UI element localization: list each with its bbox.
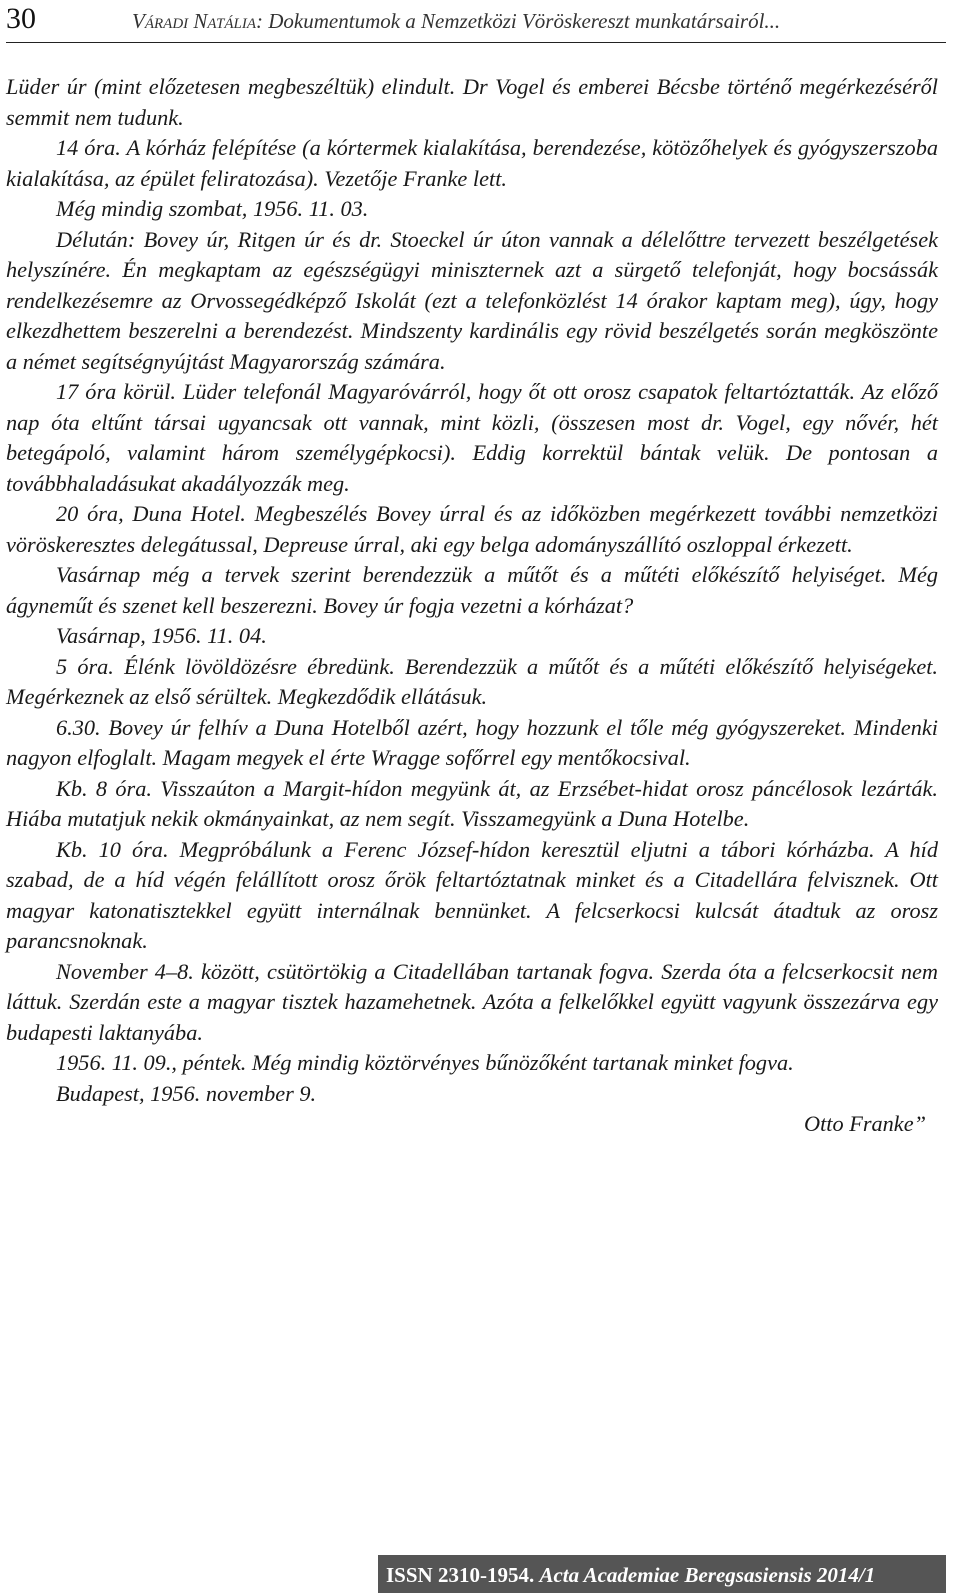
running-head-title bbox=[132, 9, 780, 34]
paragraph: 20 óra, Duna Hotel. Megbeszélés Bovey úrral és az időközben megérkezett további nemzetközi vöröskeresztes delegátussal, Depreuse úrral, aki egy belga adományszállító oszloppal érkezett. bbox=[6, 501, 938, 557]
footer-citation bbox=[386, 1563, 875, 1588]
running-head-author: Váradi Natália bbox=[132, 9, 257, 33]
footer-issn: ISSN 2310-1954. bbox=[386, 1563, 535, 1587]
paragraph: 5 óra. Élénk lövöldözésre ébredünk. Berendezzük a műtőt és a műtéti előkészítő helyiségeket. Megérkeznek az első sérültek. Megkezdődik ellátásuk. bbox=[6, 653, 938, 709]
paragraph: Kb. 8 óra. Visszaúton a Margit-hídon megyünk át, az Erzsébet-hidat orosz páncélosok lezárták. Hiába mutatjuk nekik okmányainkat, az nem segít. Visszamegyünk a Duna Hotelbe. bbox=[6, 775, 938, 831]
paragraph: Budapest, 1956. november 9. bbox=[56, 1080, 317, 1106]
paragraph: Délután: Bovey úr, Ritgen úr és dr. Stoeckel úr úton vannak a délelőttre tervezett beszélgetések helyszínére. Én megkaptam az egészségügyi miniszternek azt a sürgető telefonját, hogy bocsássák rendelkezésemre az Orvossegédképző Iskolát (ezt a telefonközlést 14 órakor kaptam meg), úgy, hogy elkezdhettem beszerelni a berendezést. Mindszenty kardinális egy rövid beszélgetés során megköszönte a német segítségnyújtást Magyarország számára. bbox=[6, 226, 938, 374]
footer-bar bbox=[378, 1555, 946, 1593]
paragraph: 6.30. Bovey úr felhív a Duna Hotelből azért, hogy hozzunk el tőle még gyógyszereket. Mindenki nagyon elfoglalt. Magam megyek el érte Wragge sofőrrel egy mentőkocsival. bbox=[6, 714, 938, 770]
footer-journal: Acta Academiae Beregsasiensis 2014/1 bbox=[539, 1563, 876, 1587]
paragraph: Még mindig szombat, 1956. 11. 03. bbox=[56, 196, 369, 221]
paragraph: Kb. 10 óra. Megpróbálunk a Ferenc József-hídon keresztül eljutni a tábori kórházba. A híd szabad, de a híd végén felállított orosz őrök feltartóztatnak minket és a Citadellára felvisznek. Ott magyar katonatisztekkel együtt internálnak bennünket. A felcserkocsi kulcsát átadtuk az orosz parancsnoknak. bbox=[6, 836, 938, 953]
signature: Otto Franke” bbox=[803, 1111, 926, 1136]
paragraph: 1956. 11. 09., péntek. Még mindig köztörvényes bűnözőként tartanak minket fogva. bbox=[56, 1050, 794, 1075]
paragraph: 14 óra. A kórház felépítése (a kórtermek kialakítása, berendezése, kötözőhelyek és gyógyszerszoba kialakítása, az épület feliratozása). Vezetője Franke lett. bbox=[6, 135, 938, 191]
paragraph: November 4–8. között, csütörtökig a Citadellában tartanak fogva. Szerda óta a felcserkocsit nem láttuk. Szerdán este a magyar tisztek hazamehetnek. Azóta a felkelőkkel együtt vagyunk összezárva egy budapesti laktanyába. bbox=[6, 958, 938, 1045]
document-body bbox=[6, 72, 938, 1140]
paragraph: Vasárnap még a tervek szerint berendezzük a műtőt és a műtéti előkészítő helyiséget. Még ágyneműt és szenet kell beszerezni. Bovey úr fogja vezetni a kórházat? bbox=[6, 562, 938, 618]
running-header bbox=[6, 0, 946, 43]
running-head-title-rest: : Dokumentumok a Nemzetközi Vöröskereszt munkatársairól... bbox=[256, 9, 781, 33]
page-number: 30 bbox=[6, 2, 36, 35]
paragraph: Vasárnap, 1956. 11. 04. bbox=[56, 623, 267, 648]
paragraph: 17 óra körül. Lüder telefonál Magyaróvárról, hogy őt ott orosz csapatok feltartóztatták. Az előző nap óta eltűnt társai ugyancsak ott vannak, mint közli, (összesen most dr. Vogel, egy nővér, hét betegápoló, valamint három személygépkocsi). Eddig korrektül bántak velük. De pontosan a továbbhaladásukat akadályozzák meg. bbox=[6, 379, 938, 496]
paragraph: Lüder úr (mint előzetesen megbeszéltük) elindult. Dr Vogel és emberei Bécsbe történő megérkezéséről semmit nem tudunk. bbox=[6, 74, 938, 130]
